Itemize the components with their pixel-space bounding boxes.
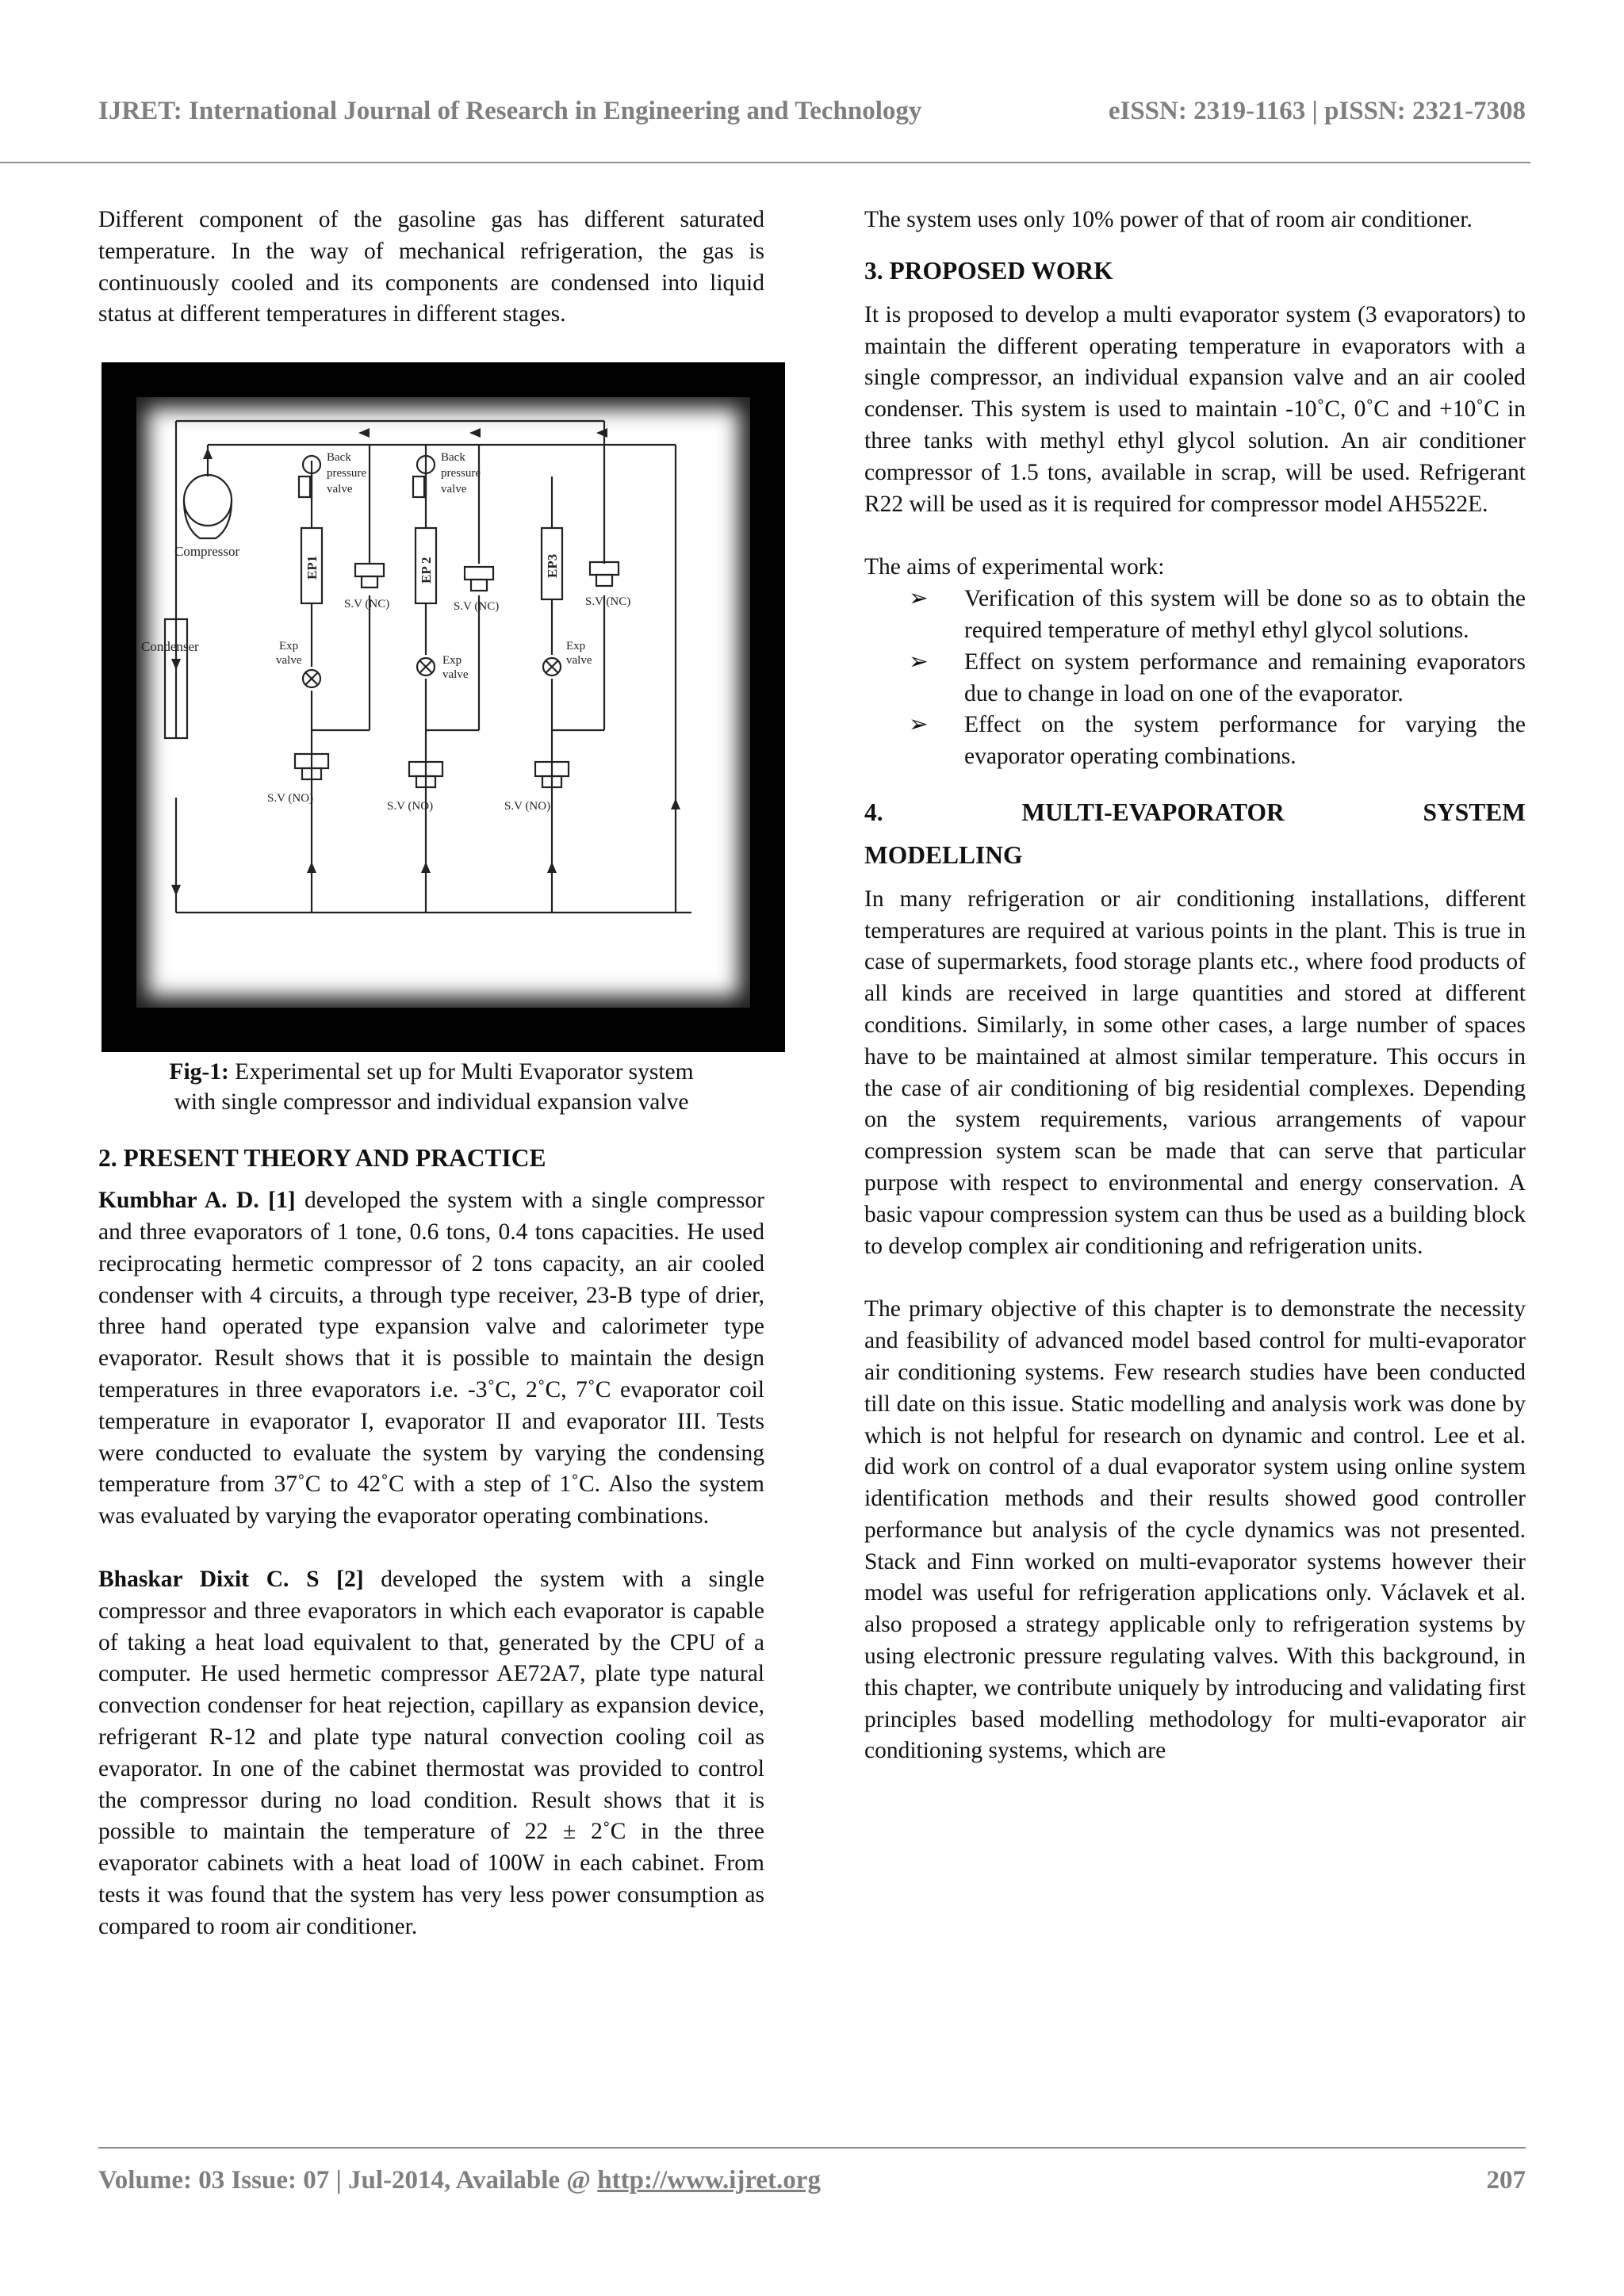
solenoid-valve-nc-3 [590, 562, 619, 586]
section4-word1: MULTI-EVAPORATOR [1021, 798, 1285, 826]
expansion-valve-1 [303, 670, 320, 687]
kumbhar-paragraph [98, 1185, 764, 1533]
aim-text: Verification of this system will be done so as to obtain the required temperature of methyl ethyl glycol solutions. [964, 586, 1526, 643]
aim-item [864, 647, 1526, 710]
arrow-bullet-icon: ➢ [909, 649, 929, 675]
figure-1 [102, 362, 785, 1052]
continuation-paragraph: The system uses only 10% power of that of room air conditioner. [864, 207, 1473, 232]
ep2-label: EP 2 [419, 557, 434, 584]
aim-text: Effect on system performance and remaining evaporators due to change in load on one of the evaporator. [964, 649, 1526, 706]
figure-canvas [136, 397, 750, 1008]
sv-nc-3-label: S.V (NC) [585, 595, 631, 609]
caption-line2: with single compressor and individual expansion valve [174, 1089, 689, 1115]
running-footer [98, 2166, 1526, 2206]
exp3-label: Exp [566, 640, 586, 653]
exp1-label-valve: valve [276, 654, 302, 668]
exp3-label-valve: valve [566, 654, 592, 668]
bpv2-label-back: Back [441, 451, 465, 465]
bpv2-label-pressure: pressure [441, 467, 481, 480]
header-rule [0, 162, 1530, 163]
back-pressure-valve-2 [413, 456, 435, 500]
caption-label: Fig-1: [169, 1059, 229, 1085]
sv-no-1-label: S.V (NO) [267, 792, 314, 806]
ep3-label: EP3 [545, 553, 560, 579]
arrow-bullet-icon: ➢ [909, 586, 929, 612]
exp1-label: Exp [279, 640, 299, 653]
dixit-text: developed the system with a single compressor and three evaporators in which each evaporator is capable of taking a heat load equivalent to that, generated by the CPU of a computer. He used hermetic compressor AE72A7, plate type natural convection condenser for heat rejection, capillary as expansion device, refrigerant R-12 and plate type natural convection cooling coil as evaporator. In one of the cabinet thermostat was provided to control the compressor during no load condition. Result shows that it is possible to maintain the temperature of 22 ± 2˚C in the three evaporator cabinets with a heat load of 100W in each cabinet. From tests it was found that the system has very less power consumption as compared to room air conditioner. [98, 1566, 764, 1939]
aim-item [864, 710, 1526, 773]
sv-no-2-label: S.V (NO) [387, 800, 434, 813]
dixit-paragraph [98, 1564, 764, 1943]
solenoid-valve-nc-1 [355, 564, 384, 587]
aims-intro: The aims of experimental work: [864, 554, 1165, 580]
issn: eISSN: 2319-1163 | pISSN: 2321-7308 [1108, 97, 1526, 125]
expansion-valve-3 [543, 658, 561, 675]
expansion-valve-2 [417, 658, 435, 675]
solenoid-valve-nc-2 [465, 567, 493, 591]
section4-heading-line2: MODELLING [864, 840, 1023, 869]
bpv1-label-pressure: pressure [327, 467, 366, 480]
bpv2-label-valve: valve [441, 483, 467, 496]
journal-title: IJRET: International Journal of Research in Engineering and Technology [98, 97, 922, 125]
caption-line1: Experimental set up for Multi Evaporator system [235, 1059, 694, 1085]
modelling-paragraph-2: The primary objective of this chapter is to demonstrate the necessity and feasibility of advanced model based control for multi-evaporator air conditioning systems. Few research studies have been conducted till date on this issue. Static modelling and analysis work was done by which is not helpful for research on dynamic and control. Lee et al. did work on control of a dual evaporator system using online system identification methods and their results showed good controller performance but analysis of the cycle dynamics was not presented. Stack and Finn worked on multi-evaporator systems however their model was useful for refrigeration applications only. Václavek et al. also proposed a strategy applicable only to refrigeration systems by using electronic pressure regulating valves. With this background, in this chapter, we contribute uniquely by introducing and validating first principles based modelling methodology for multi-evaporator air conditioning systems, which are [864, 1296, 1526, 1764]
footer-volume [98, 2166, 821, 2195]
kumbhar-author: Kumbhar A. D. [1] [98, 1188, 296, 1214]
section4-heading [864, 797, 1526, 828]
footer-prefix: Volume: 03 Issue: 07 | Jul-2014, Available @ [98, 2166, 598, 2195]
exp2-label: Exp [442, 654, 462, 668]
aim-text: Effect on the system performance for varying the evaporator operating combinations. [964, 712, 1526, 770]
section2-heading: 2. PRESENT THEORY AND PRACTICE [98, 1144, 546, 1173]
left-column [98, 205, 764, 1943]
running-header [98, 97, 1526, 144]
dixit-author: Bhaskar Dixit C. S [2] [98, 1566, 364, 1592]
section3-heading: 3. PROPOSED WORK [864, 256, 1113, 285]
compressor-label: Compressor [174, 544, 240, 560]
schematic-diagram [136, 397, 750, 1008]
ep1-label: EP1 [304, 555, 320, 580]
bpv1-label-valve: valve [327, 483, 353, 496]
arrow-bullet-icon: ➢ [909, 712, 929, 738]
footer-rule [98, 2147, 1526, 2149]
sv-nc-2-label: S.V (NC) [454, 600, 500, 614]
back-pressure-valve-1 [299, 456, 320, 500]
aim-item [864, 584, 1526, 647]
aims-list [864, 584, 1526, 773]
intro-paragraph: Different component of the gasoline gas has different saturated temperature. In the way of mechanical refrigeration, the gas is continuously cooled and its components are condensed into liquid status at different temperatures in different stages. [98, 207, 764, 327]
figure-caption [98, 1057, 764, 1117]
right-column [864, 205, 1526, 1767]
section4-word2: SYSTEM [1423, 798, 1526, 826]
compressor-symbol [184, 467, 232, 538]
kumbhar-text: developed the system with a single compressor and three evaporators of 1 tone, 0.6 tons, 0.4 tons capacities. He used reciprocating hermetic compressor of 2 tons capacity, an air cooled condenser with 4 circuits, a through type receiver, 23-B type of drier, three hand operated type expansion valve and calorimeter type evaporator. Result shows that it is possible to maintain the design temperatures in three evaporators i.e. -3˚C, 2˚C, 7˚C evaporator coil temperature in evaporator I, evaporator II and evaporator III. Tests were conducted to evaluate the system by varying the condensing temperature from 37˚C to 42˚C with a step of 1˚C. Also the system was evaluated by varying the evaporator operating combinations. [98, 1188, 764, 1529]
condenser-label: Condenser [141, 639, 199, 655]
proposed-work-paragraph: It is proposed to develop a multi evaporator system (3 evaporators) to maintain the different operating temperature in evaporators with a single compressor, an individual expansion valve and an air cooled condenser. This system is used to maintain -10˚C, 0˚C and +10˚C in three tanks with methyl ethyl glycol solution. An air conditioner compressor of 1.5 tons, available in scrap, will be used. Refrigerant R22 will be used as it is required for compressor model AH5522E. [864, 301, 1526, 517]
modelling-paragraph-1: In many refrigeration or air conditioning installations, different temperatures are required at various points in the plant. This is true in case of supermarkets, food storage plants etc., where food products of all kinds are received in large quantities and stored at different conditions. Similarly, in some other cases, a large number of spaces have to be maintained at almost similar temperature. This occurs in the case of air conditioning of big residential complexes. Depending on the system requirements, various arrangements of vapour compression system scan be made that can serve that particular purpose with respect to environmental and energy conservation. A basic vapour compression system can thus be used as a building block to develop complex air conditioning and refrigeration units. [864, 886, 1526, 1259]
journal-link[interactable]: http://www.ijret.org [597, 2166, 821, 2195]
sv-nc-1-label: S.V (NC) [344, 598, 390, 611]
bpv1-label-back: Back [327, 451, 351, 465]
sv-no-3-label: S.V (NO) [504, 800, 551, 813]
page-number: 207 [1486, 2166, 1526, 2195]
exp2-label-valve: valve [442, 668, 469, 682]
section4-number: 4. [864, 798, 883, 826]
